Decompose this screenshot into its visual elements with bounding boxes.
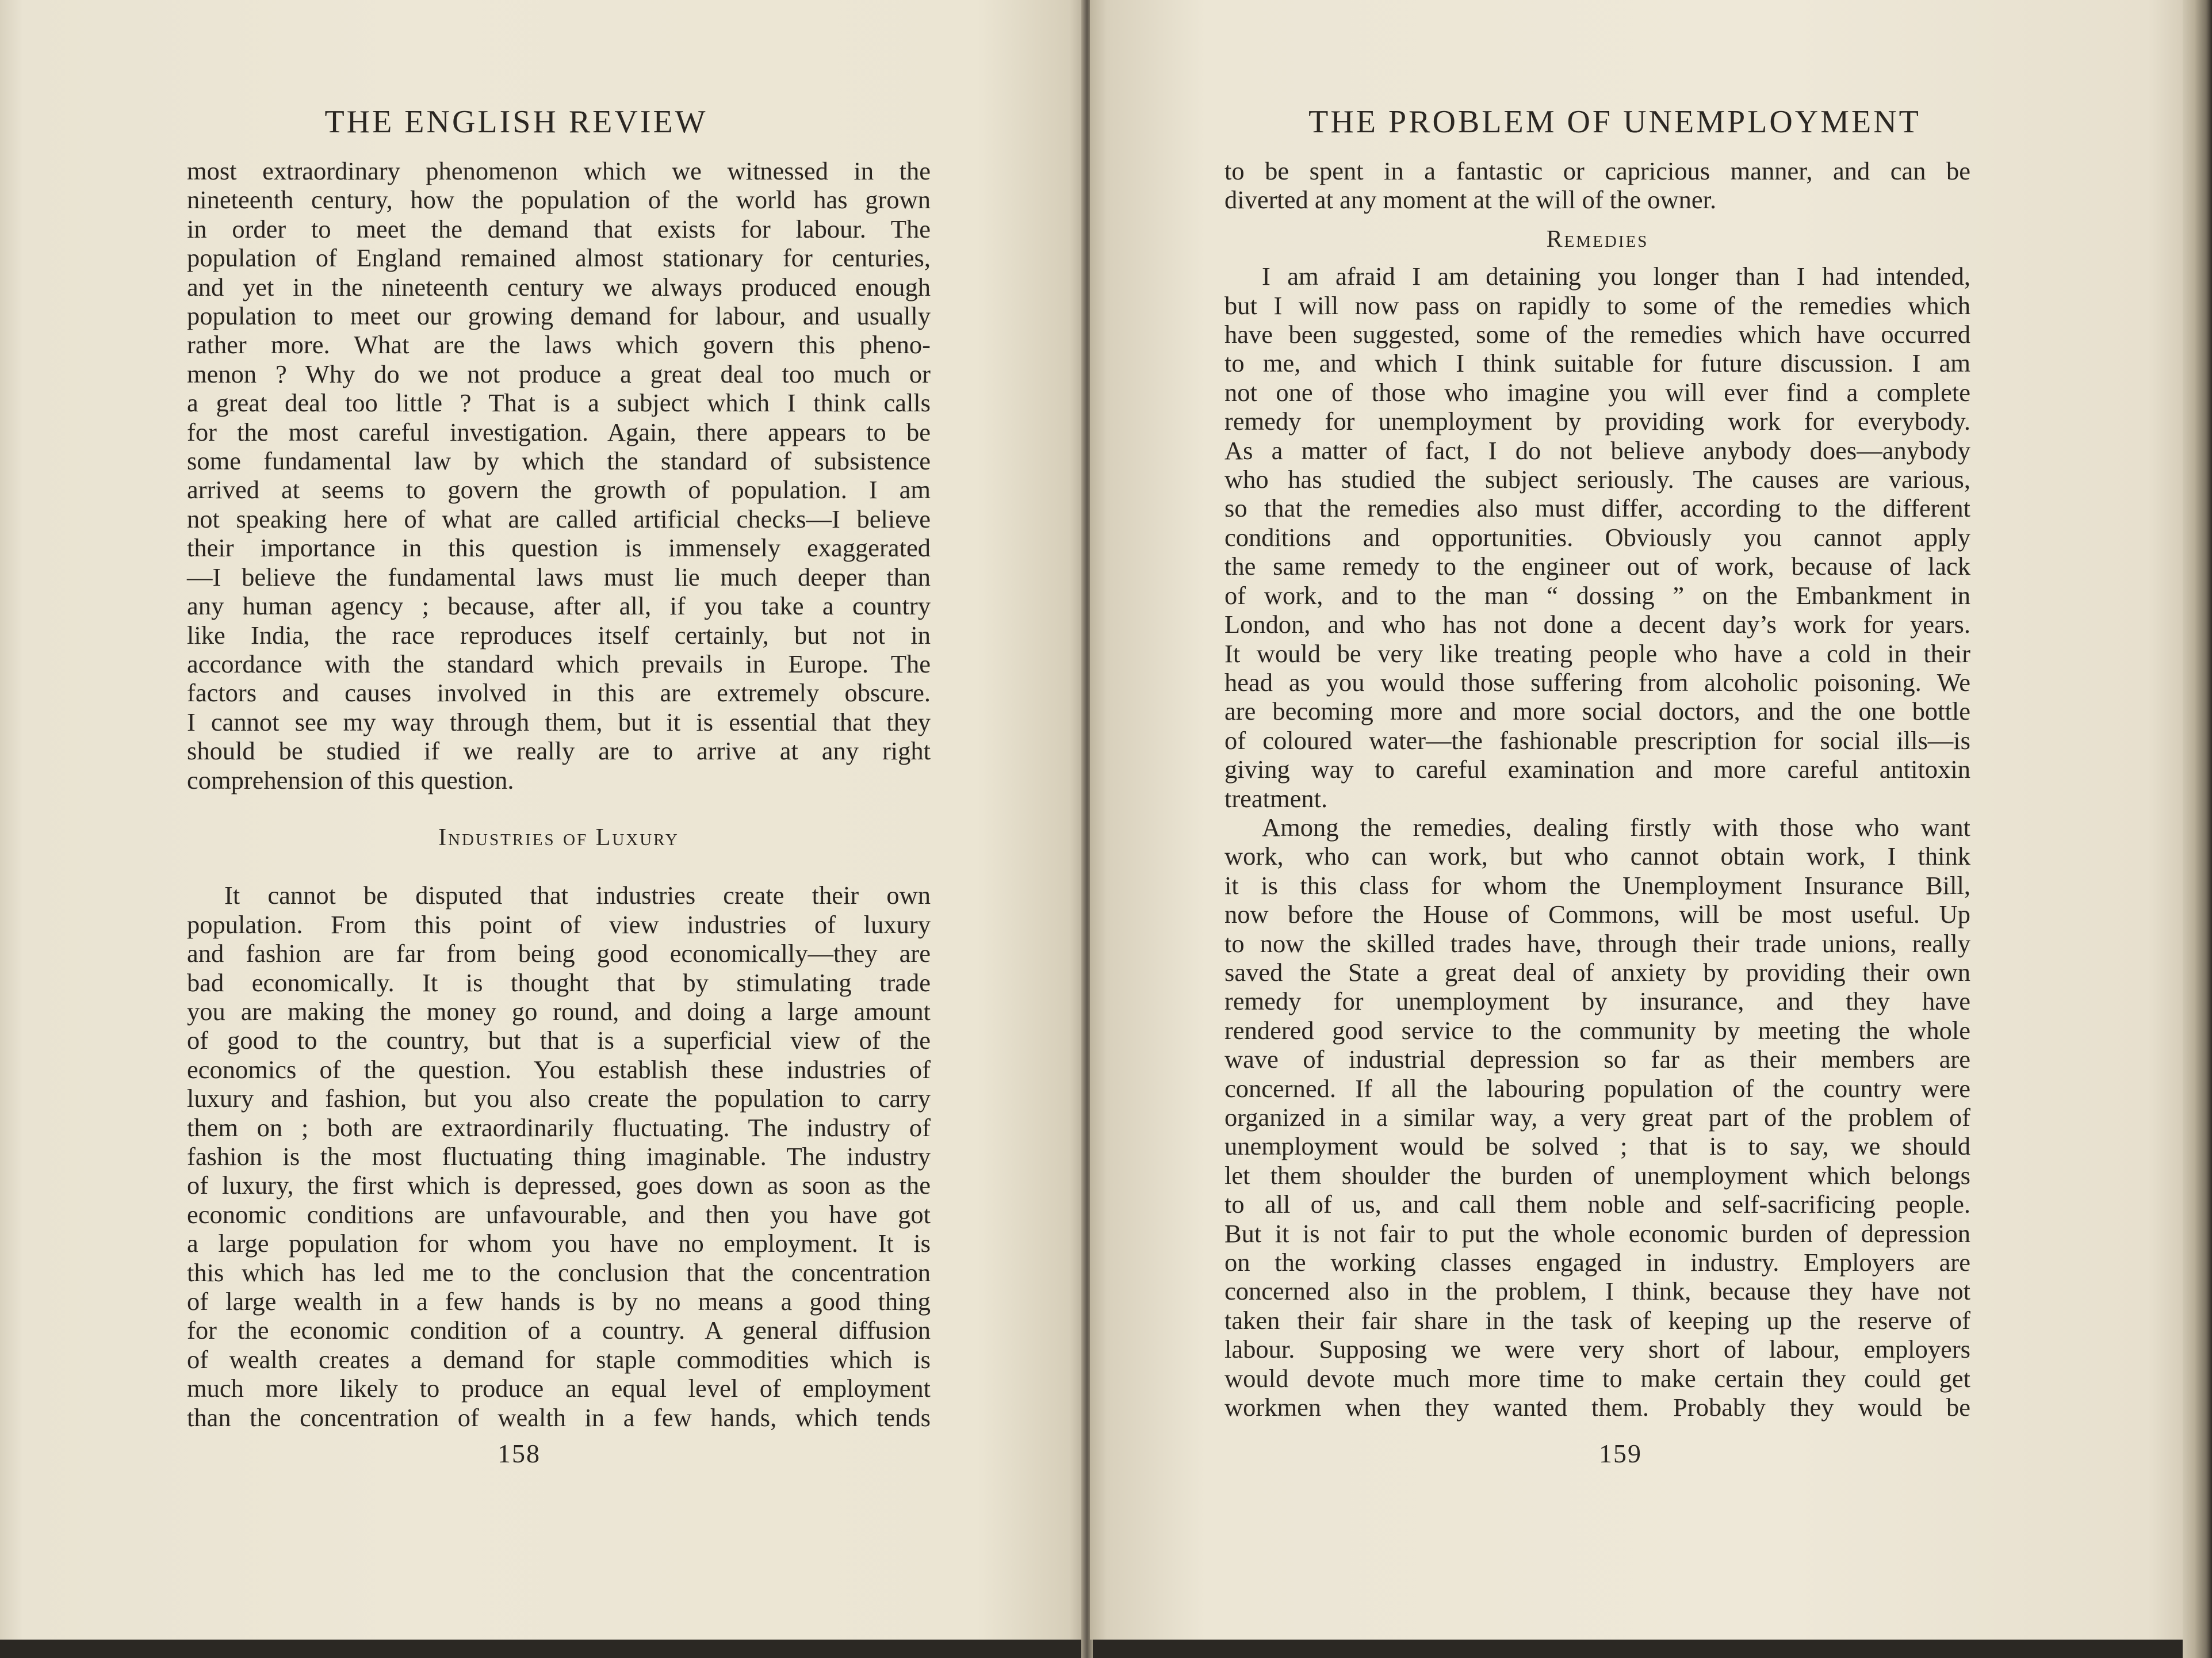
right-paragraph-continued [1224, 156, 1970, 215]
text-line: population to meet our growing demand for labour, and usually [187, 301, 931, 331]
text-line: concerned. If all the labouring population of the country were [1224, 1074, 1970, 1103]
text-line: but I will now pass on rapidly to some of the remedies which [1224, 291, 1970, 320]
text-line: menon ? Why do we not produce a great deal too much or [187, 359, 931, 388]
text-line: population. From this point of view industries of luxury [187, 910, 931, 939]
text-line: in order to meet the demand that exists for labour. The [187, 214, 931, 243]
text-line: of coloured water—the fashionable prescription for social ills—is [1224, 725, 1970, 755]
text-line: for the economic condition of a country. A general diffusion [187, 1316, 931, 1345]
text-line: not speaking here of what are called artificial checks—I believe [187, 504, 931, 533]
text-line: of wealth creates a demand for staple commodities which is [187, 1344, 931, 1374]
text-line: Among the remedies, dealing firstly with those who want [1262, 812, 1970, 842]
text-line: are becoming more and more social doctors, and the one bottle [1224, 697, 1970, 726]
text-line: let them shoulder the burden of unemployment which belongs [1224, 1160, 1970, 1190]
text-line: London, and who has not done a decent day’s work for years. [1224, 610, 1970, 639]
text-line: you are making the money go round, and doing a large amount [187, 996, 931, 1026]
text-line: it is this class for whom the Unemployment Insurance Bill, [1224, 870, 1970, 900]
text-line: remedy for unemployment by providing work for everybody. [1224, 407, 1970, 436]
text-line: now before the House of Commons, will be most useful. Up [1224, 900, 1970, 929]
text-line: the same remedy to the engineer out of work, because of lack [1224, 552, 1970, 581]
text-line: of work, and to the man “ dossing ” on the Embankment in [1224, 580, 1970, 610]
section-heading-remedies: Remedies [1546, 226, 1649, 253]
text-line: to me, and which I think suitable for future discussion. I am [1224, 349, 1970, 378]
text-line: head as you would those suffering from alcoholic poisoning. We [1224, 667, 1970, 697]
text-line: on the working classes engaged in industry. Employers are [1224, 1248, 1970, 1277]
text-line: labour. Supposing we were very short of labour, employers [1224, 1335, 1970, 1364]
text-line: factors and causes involved in this are extremely obscure. [187, 678, 931, 708]
text-line: of good to the country, but that is a superficial view of the [187, 1026, 931, 1055]
text-line: them on ; both are extraordinarily fluctuating. The industry of [187, 1113, 931, 1142]
text-line: I cannot see my way through them, but it is essential that they [187, 707, 931, 736]
running-head-right: THE PROBLEM OF UNEMPLOYMENT [1308, 104, 1921, 140]
text-line: economic conditions are unfavourable, and then you have got [187, 1199, 931, 1229]
text-line: luxury and fashion, but you also create the population to carry [187, 1084, 931, 1113]
text-line: economics of the question. You establish these industries of [187, 1055, 931, 1084]
text-line: their importance in this question is immensely exaggerated [187, 533, 931, 563]
text-line: most extraordinary phenomenon which we witnessed in the [187, 156, 931, 185]
left-paragraph-continued [187, 156, 931, 794]
right-page-body [1224, 156, 1970, 1422]
text-line: and fashion are far from being good economically—they are [187, 939, 931, 968]
text-line: It cannot be disputed that industries create their own [224, 881, 931, 910]
right-paragraphs-remedies [1224, 262, 1970, 1422]
page-number-right: 159 [1599, 1439, 1642, 1468]
text-line: wave of industrial depression so far as their members are [1224, 1045, 1970, 1074]
text-line: like India, the race reproduces itself certainly, but not in [187, 620, 931, 650]
left-page-body [187, 156, 931, 1432]
text-line: for the most careful investigation. Again, there appears to be [187, 417, 931, 446]
text-line: conditions and opportunities. Obviously you cannot apply [1224, 522, 1970, 552]
text-line: much more likely to produce an equal level of employment [187, 1374, 931, 1403]
text-line: to be spent in a fantastic or capricious manner, and can be [1224, 156, 1970, 185]
text-line: of large wealth in a few hands is by no means a good thing [187, 1287, 931, 1316]
text-line: this which has led me to the conclusion that the concentration [187, 1258, 931, 1287]
text-line: remedy for unemployment by insurance, and they have [1224, 987, 1970, 1016]
text-line: some fundamental law by which the standard of subsistence [187, 446, 931, 476]
text-line: would devote much more time to make certain they could get [1224, 1363, 1970, 1393]
text-line: fashion is the most fluctuating thing imaginable. The industry [187, 1142, 931, 1171]
page-edge-shadow [2183, 0, 2212, 1658]
left-page [0, 0, 1084, 1640]
text-line: unemployment would be solved ; that is to say, we should [1224, 1132, 1970, 1161]
text-line: than the concentration of wealth in a few hands, which tends [187, 1403, 931, 1432]
text-line: to now the skilled trades have, through their trade unions, really [1224, 929, 1970, 958]
text-line: saved the State a great deal of anxiety by providing their own [1224, 957, 1970, 987]
left-paragraph-industries [187, 881, 931, 1432]
text-line: diverted at any moment at the will of the owner. [1224, 185, 1717, 215]
right-page [1090, 0, 2186, 1640]
text-line: have been suggested, some of the remedies which have occurred [1224, 320, 1970, 349]
text-line: arrived at seems to govern the growth of population. I am [187, 475, 931, 505]
text-line: comprehension of this question. [187, 765, 514, 794]
text-line: taken their fair share in the task of keeping up the reserve of [1224, 1305, 1970, 1335]
text-line: should be studied if we really are to arrive at any right [187, 736, 931, 766]
running-head-left: THE ENGLISH REVIEW [324, 104, 708, 140]
page-number-left: 158 [497, 1439, 541, 1468]
text-line: But it is not fair to put the whole economic burden of depression [1224, 1218, 1970, 1248]
text-line: population of England remained almost stationary for centuries, [187, 243, 931, 273]
text-line: so that the remedies also must differ, according to the different [1224, 494, 1970, 523]
text-line: of luxury, the first which is depressed, goes down as soon as the [187, 1171, 931, 1200]
text-line: nineteenth century, how the population of the world has grown [187, 185, 931, 215]
text-line: rendered good service to the community by meeting the whole [1224, 1015, 1970, 1045]
text-line: It would be very like treating people who have a cold in their [1224, 639, 1970, 668]
text-line: who has studied the subject seriously. The causes are various, [1224, 465, 1970, 494]
text-line: not one of those who imagine you will ever find a complete [1224, 377, 1970, 407]
text-line: —I believe the fundamental laws must lie much deeper than [187, 562, 931, 591]
text-line: rather more. What are the laws which govern this pheno- [187, 330, 931, 360]
text-line: a great deal too little ? That is a subject which I think calls [187, 388, 931, 418]
text-line: a large population for whom you have no employment. It is [187, 1229, 931, 1258]
text-line: I am afraid I am detaining you longer than I had intended, [1262, 262, 1970, 291]
text-line: bad economically. It is thought that by stimulating trade [187, 968, 931, 997]
text-line: treatment. [1224, 784, 1328, 813]
text-line: giving way to careful examination and more careful antitoxin [1224, 755, 1970, 784]
text-line: concerned also in the problem, I think, because they have not [1224, 1277, 1970, 1306]
text-line: accordance with the standard which prevails in Europe. The [187, 649, 931, 678]
text-line: As a matter of fact, I do not believe anybody does—anybody [1224, 435, 1970, 465]
text-line: to all of us, and call them noble and self-sacrificing people. [1224, 1190, 1970, 1219]
text-line: any human agency ; because, after all, if you take a country [187, 591, 931, 621]
section-heading-industries-of-luxury: Industries of Luxury [438, 824, 679, 851]
text-line: workmen when they wanted them. Probably they would be [1224, 1393, 1970, 1422]
text-line: work, who can work, but who cannot obtain work, I think [1224, 842, 1970, 871]
text-line: organized in a similar way, a very great part of the problem of [1224, 1103, 1970, 1132]
text-line: and yet in the nineteenth century we always produced enough [187, 272, 931, 301]
